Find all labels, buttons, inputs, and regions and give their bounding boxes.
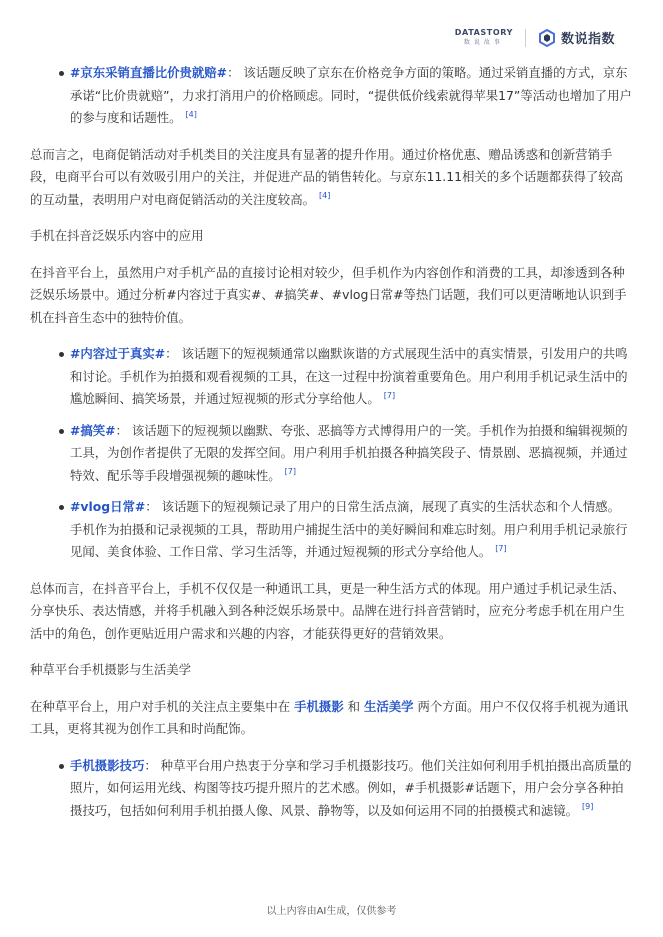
bullet-dot bbox=[59, 352, 64, 357]
item-text: ： 种草平台用户热衷于分享和学习手机摄影技巧。他们关注如何利用手机拍摄出高质量的照片，如何运用光线、构图等技巧提升照片的艺术感。例如，#手机摄影#话题下，用户会分享各种拍摄技巧，包括如何利用手机拍摄人像、风景、静物等，以及如何运用不同的拍摄模式和滤镜。 bbox=[70, 757, 632, 818]
citation-link[interactable]: [7] bbox=[284, 467, 296, 477]
list-item bbox=[30, 62, 632, 130]
datastory-logo bbox=[455, 29, 513, 46]
datastory-logo-text: DATASTORY bbox=[454, 28, 513, 37]
list-item bbox=[30, 420, 632, 488]
citation-link[interactable]: [4] bbox=[185, 109, 197, 119]
citation-link[interactable]: [9] bbox=[582, 802, 594, 812]
topic-heading: 手机摄影技巧 bbox=[70, 757, 145, 773]
header-divider bbox=[525, 29, 526, 47]
topic-tag: #京东采销直播比价贵就赔# bbox=[70, 65, 228, 80]
zhongcao-topic-list bbox=[30, 755, 632, 823]
item-text: ： 该话题下的短视频通常以幽默诙谐的方式展现生活中的真实情景，引发用户的共鸣和讨论。手机作为拍摄和观看视频的工具，在这一过程中扮演着重要角色。用户利用手机记录生活中的尴尬瞬间、搞笑场景，并通过短视频的形式分享给他人。 bbox=[70, 346, 628, 406]
topic-tag: #内容过于真实# bbox=[70, 346, 166, 361]
shushuo-index-text: 数说指数 bbox=[560, 32, 615, 47]
item-text: ： 该话题下的短视频以幽默、夸张、恶搞等方式博得用户的一笑。手机作为拍摄和编辑视频的工具，为创作者提供了无限的发挥空间。用户利用手机拍摄各种搞笑段子、情景剧、恶搞视频，并通过特效、配乐等手段增强视频的趣味性。 bbox=[70, 422, 628, 483]
highlight-keyword: 手机摄影 bbox=[294, 698, 344, 714]
item-text: ： 该话题下的短视频记录了用户的日常生活点滴，展现了真实的生活状态和个人情感。手机作为拍摄和记录视频的工具，帮助用户捕捉生活中的美好瞬间和难忘时刻。用户利用手机记录旅行见闻、美食体验、工作日常、学习生活等，并通过短视频的形式分享给他人。 bbox=[70, 499, 628, 559]
topic-tag: #搞笑# bbox=[70, 422, 116, 438]
paragraph-text: 和 bbox=[347, 698, 361, 714]
zhongcao-intro-paragraph bbox=[30, 696, 632, 741]
jd-topic-list bbox=[30, 62, 632, 130]
promo-summary-paragraph bbox=[30, 144, 632, 212]
douyin-intro-paragraph: 在抖音平台上，虽然用户对手机产品的直接讨论相对较少，但手机作为内容创作和消费的工具，却渗透到各种泛娱乐场景中。通过分析#内容过于真实#、#搞笑#、#vlog日常#等热门话题，我们可以更清晰地认识到手机在抖音生态中的独特价值。 bbox=[30, 264, 627, 325]
douyin-topic-list bbox=[30, 343, 632, 564]
citation-link[interactable]: [4] bbox=[318, 191, 331, 201]
bullet-dot bbox=[59, 764, 64, 769]
section-title: 种草平台手机摄影与生活美学 bbox=[30, 662, 192, 677]
topic-tag: #vlog日常# bbox=[70, 499, 146, 514]
list-item bbox=[30, 343, 632, 411]
citation-link[interactable]: [7] bbox=[495, 543, 507, 553]
section-title: 手机在抖音泛娱乐内容中的应用 bbox=[30, 228, 204, 243]
bullet-dot bbox=[59, 505, 64, 510]
item-text: ： 该话题反映了京东在价格竞争方面的策略。通过采销直播的方式，京东承诺“比价贵就赔”，力求打消用户的价格顾虑。同时，“提供低价线索就得苹果17”等活动也增加了用户的参与度和话题性。 bbox=[70, 65, 632, 125]
shushuo-index-logo bbox=[538, 28, 615, 47]
citation-link[interactable]: [7] bbox=[383, 390, 396, 400]
datastory-logo-subtext: 数说故事 bbox=[463, 39, 504, 46]
paragraph-text: 在种草平台上，用户对手机的关注点主要集中在 bbox=[30, 698, 291, 714]
list-item bbox=[30, 496, 632, 564]
highlight-keyword: 生活美学 bbox=[364, 698, 414, 714]
paragraph-text: 两个方面。用户不仅仅将手机视为通讯工具，更将其视为创作工具和时尚配饰。 bbox=[30, 698, 629, 736]
bullet-dot bbox=[59, 429, 64, 434]
page-header bbox=[455, 28, 615, 47]
document-body bbox=[30, 62, 632, 836]
douyin-summary-paragraph: 总体而言，在抖音平台上，手机不仅仅是一种通讯工具，更是一种生活方式的体现。用户通过手机记录生活、分享快乐、表达情感，并将手机融入到各种泛娱乐场景中。品牌在进行抖音营销时，应充分考虑手机在用户生活中的角色，创作更贴近用户需求和兴趣的内容，才能获得更好的营销效果。 bbox=[30, 580, 625, 641]
list-item bbox=[30, 755, 632, 823]
ai-generated-note: 以上内容由AI生成，仅供参考 bbox=[266, 906, 397, 917]
bullet-dot bbox=[59, 71, 64, 76]
shushuo-logo-icon bbox=[538, 29, 556, 47]
paragraph-text: 总而言之，电商促销活动对手机类目的关注度具有显著的提升作用。通过价格优惠、赠品诱惑和创新营销手段，电商平台可以有效吸引用户的关注，并促进产品的销售转化。与京东11.11相关的多个话题都获得了较高的互动量，表明用户对电商促销活动的关注度较高。 bbox=[30, 146, 624, 207]
